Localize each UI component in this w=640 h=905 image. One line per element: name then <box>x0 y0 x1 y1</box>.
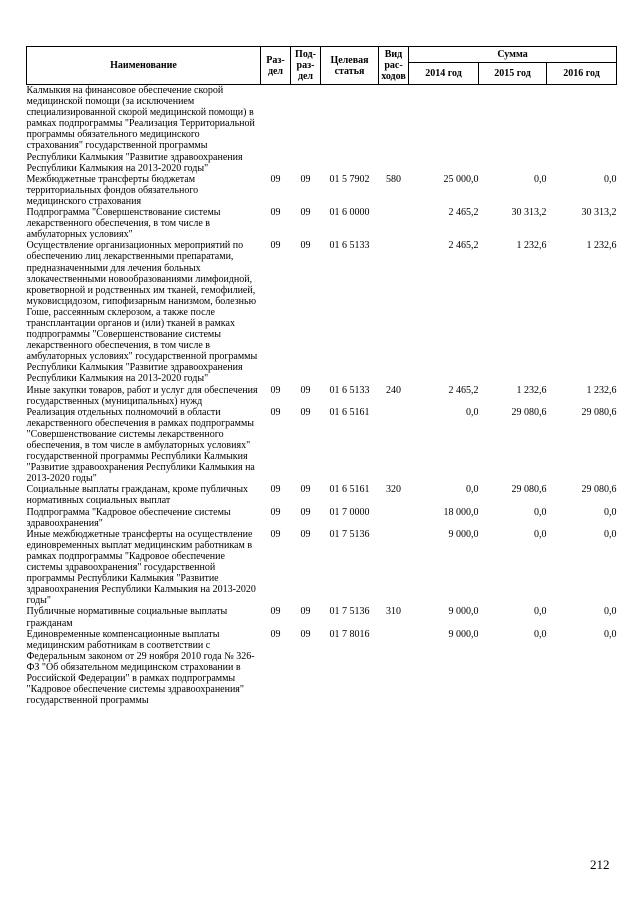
table-row <box>27 507 617 529</box>
row-name: Публичные нормативные социальные выплаты гражданам <box>26 606 228 629</box>
row-sum-2015: 0,0 <box>534 528 547 540</box>
row-sum-2016: 0,0 <box>604 506 617 518</box>
row-sum-2015: 0,0 <box>534 628 547 640</box>
header-celevaya: Целевая статья <box>321 47 379 85</box>
header-2016: 2016 год <box>547 63 617 85</box>
row-sum-2016: 29 080,6 <box>581 406 617 418</box>
row-name: Межбюджетные трансферты бюджетам территориальных фондов обязательного медицинского страхования <box>26 173 199 207</box>
row-podrazdel: 09 <box>300 384 311 396</box>
table-row <box>27 484 617 506</box>
page-number: 212 <box>590 857 610 872</box>
page <box>26 46 616 706</box>
row-razdel <box>261 85 291 174</box>
row-sum-2016: 29 080,6 <box>581 484 617 496</box>
row-sum-2016: 1 232,6 <box>586 384 617 396</box>
header-name: Наименование <box>27 47 261 85</box>
row-name: Социальные выплаты гражданам, кроме публичных нормативных социальных выплат <box>26 484 249 507</box>
row-podrazdel: 09 <box>300 506 311 518</box>
row-celevaya-statya: 01 6 5133 <box>329 240 370 252</box>
row-razdel: 09 <box>270 384 281 396</box>
row-razdel: 09 <box>270 207 281 219</box>
row-podrazdel: 09 <box>300 240 311 252</box>
row-sum-2014: 9 000,0 <box>448 628 479 640</box>
row-podrazdel: 09 <box>300 606 311 618</box>
row-vid-rashodov: 320 <box>386 484 401 496</box>
row-vid-rashodov <box>379 629 409 707</box>
row-sum-2015: 29 080,6 <box>511 484 547 496</box>
row-sum-2015: 0,0 <box>534 606 547 618</box>
row-podrazdel: 09 <box>300 406 311 418</box>
row-celevaya-statya: 01 7 5136 <box>329 606 370 618</box>
header-podrazdel: Под- раз- дел <box>291 47 321 85</box>
row-razdel: 09 <box>270 240 281 252</box>
row-celevaya-statya: 01 5 7902 <box>329 173 370 185</box>
row-vid-rashodov: 240 <box>386 384 401 396</box>
table-row <box>27 606 617 628</box>
header-vid: Вид рас- ходов <box>379 47 409 85</box>
row-razdel: 09 <box>270 506 281 518</box>
table-header <box>27 47 617 85</box>
row-razdel: 09 <box>270 173 281 185</box>
row-name: Подпрограмма "Совершенствование системы лекарственного обеспечения, в том числе в амбулаторных условиях" <box>26 207 221 241</box>
row-sum-2016: 0,0 <box>604 628 617 640</box>
table-row <box>27 629 617 707</box>
row-sum-2015: 1 232,6 <box>516 240 547 252</box>
row-vid-rashodov <box>379 407 409 485</box>
header-summa: Сумма <box>409 47 617 63</box>
row-podrazdel <box>291 85 321 174</box>
header-2014: 2014 год <box>409 63 479 85</box>
row-celevaya-statya: 01 6 0000 <box>329 207 370 219</box>
row-celevaya-statya: 01 7 0000 <box>329 506 370 518</box>
row-podrazdel: 09 <box>300 528 311 540</box>
row-sum-2016 <box>547 85 617 174</box>
table-row <box>27 207 617 240</box>
row-vid-rashodov: 580 <box>386 173 401 185</box>
header-2015: 2015 год <box>479 63 547 85</box>
row-celevaya-statya: 01 7 5136 <box>329 528 370 540</box>
row-celevaya-statya <box>321 85 379 174</box>
row-vid-rashodov <box>379 240 409 384</box>
row-podrazdel: 09 <box>300 173 311 185</box>
row-name: Иные закупки товаров, работ и услуг для обеспечения государственных (муниципальных) нужд <box>26 384 258 407</box>
row-vid-rashodov <box>379 207 409 240</box>
row-sum-2014: 18 000,0 <box>443 506 479 518</box>
row-name: Реализация отдельных полномочий в области лекарственного обеспечения в рамках подпрограммы "Совершенствование системы лекарственного обеспечения, в том числе в амбулаторных условиях" государственной программы Республики Калмыкия "Развитие здравоохранения Республики Калмыкия на 2013-2020 годы" <box>26 406 255 485</box>
row-vid-rashodov <box>379 507 409 529</box>
row-sum-2016: 0,0 <box>604 528 617 540</box>
row-sum-2014: 2 465,2 <box>448 384 479 396</box>
row-sum-2014 <box>409 85 479 174</box>
row-sum-2014: 9 000,0 <box>448 528 479 540</box>
row-celevaya-statya: 01 6 5161 <box>329 484 370 496</box>
row-name: Единовременные компенсационные выплаты медицинским работникам в соответствии с Федеральным законом от 29 ноября 2010 года № 326-ФЗ "Об обязательном медицинском страховании в Российской Федерации" в рамках подпрограммы "Кадровое обеспечение системы здравоохранения" государственной программы <box>26 628 255 707</box>
row-razdel: 09 <box>270 406 281 418</box>
row-celevaya-statya: 01 7 8016 <box>329 628 370 640</box>
row-sum-2014: 9 000,0 <box>448 606 479 618</box>
row-razdel: 09 <box>270 628 281 640</box>
row-sum-2014: 2 465,2 <box>448 207 479 219</box>
table-row <box>27 529 617 607</box>
header-razdel: Раз- дел <box>261 47 291 85</box>
row-sum-2015: 0,0 <box>534 173 547 185</box>
row-sum-2016: 0,0 <box>604 606 617 618</box>
row-sum-2015 <box>479 85 547 174</box>
row-sum-2014: 25 000,0 <box>443 173 479 185</box>
row-podrazdel: 09 <box>300 207 311 219</box>
row-name: Осуществление организационных мероприятий по обеспечению лиц лекарственными препаратами, предназначенными для лечения больных злокачественными новообразованиями лимфоидной, кроветворной и родственных им тканей, гемофилией, муковисцидозом, гипофизарным нанизмом, болезнью Гоше, рассеянным склерозом, а также после трансплантации органов и (или) тканей в рамках подпрограммы "Совершенствование системы лекарственного обеспечения, в том числе в амбулаторных условиях" государственной программы Республики Калмыкия "Развитие здравоохранения Республики Калмыкия на 2013-2020 годы" <box>26 240 258 385</box>
row-podrazdel: 09 <box>300 484 311 496</box>
row-podrazdel: 09 <box>300 628 311 640</box>
row-razdel: 09 <box>270 606 281 618</box>
row-name: Подпрограмма "Кадровое обеспечение системы здравоохранения" <box>26 506 231 529</box>
row-razdel: 09 <box>270 484 281 496</box>
row-sum-2015: 0,0 <box>534 506 547 518</box>
row-celevaya-statya: 01 6 5133 <box>329 384 370 396</box>
row-sum-2015: 29 080,6 <box>511 406 547 418</box>
row-sum-2016: 30 313,2 <box>581 207 617 219</box>
row-name: Иные межбюджетные трансферты на осуществление единовременных выплат медицинским работникам в рамках подпрограммы "Кадровое обеспечение системы здравоохранения" государственной программы Республики Калмыкия "Развитие здравоохранения Республики Калмыкия на 2013-2020 годы" <box>26 528 256 607</box>
table-row <box>27 385 617 407</box>
row-sum-2015: 1 232,6 <box>516 384 547 396</box>
row-celevaya-statya: 01 6 5161 <box>329 406 370 418</box>
row-vid-rashodov: 310 <box>386 606 401 618</box>
table-row <box>27 85 617 174</box>
budget-table <box>26 46 617 706</box>
table-row <box>27 174 617 207</box>
table-body <box>27 85 617 707</box>
table-row <box>27 407 617 485</box>
row-sum-2016: 1 232,6 <box>586 240 617 252</box>
row-name: Калмыкия на финансовое обеспечение скорой медицинской помощи (за исключением специализированной скорой медицинской помощи) в рамках подпрограммы "Реализация Территориальной программы обязательного медицинского страхования" государственной программы Республики Калмыкия "Развитие здравоохранения Республики Калмыкия на 2013-2020 годы" <box>26 85 255 174</box>
row-sum-2015: 30 313,2 <box>511 207 547 219</box>
table-row <box>27 240 617 384</box>
row-sum-2016: 0,0 <box>604 173 617 185</box>
row-sum-2014: 2 465,2 <box>448 240 479 252</box>
row-sum-2014: 0,0 <box>466 484 479 496</box>
row-vid-rashodov <box>379 529 409 607</box>
row-sum-2014: 0,0 <box>466 406 479 418</box>
row-razdel: 09 <box>270 528 281 540</box>
row-vid-rashodov <box>379 85 409 174</box>
